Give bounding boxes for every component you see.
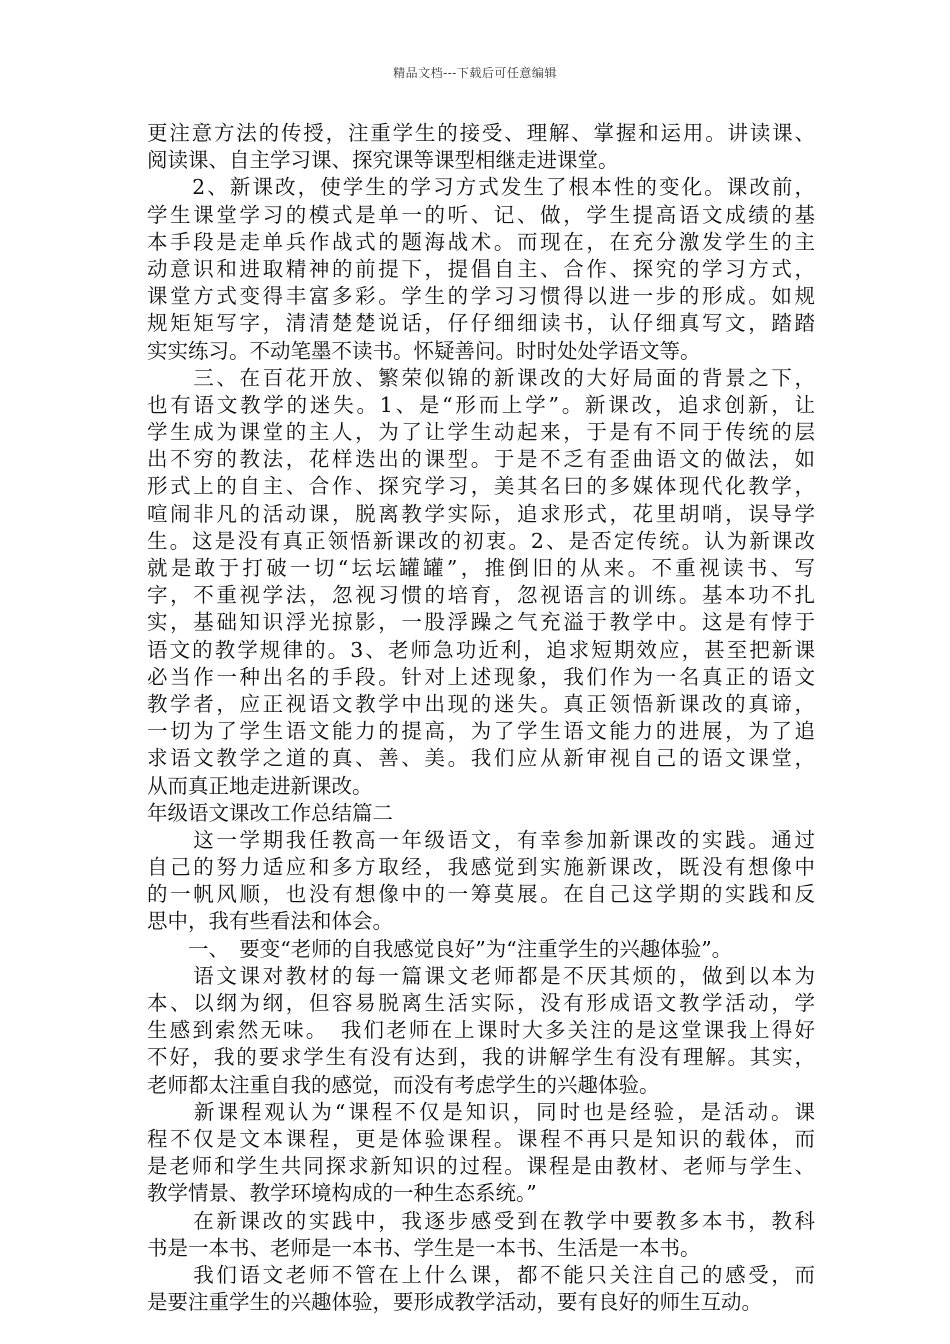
text-line: 课堂方式变得丰富多彩。学生的学习习惯得以进一步的形成。如规 — [147, 284, 815, 309]
text-line: 年级语文课改工作总结篇二 — [147, 800, 393, 825]
text-line: 书是一本书、老师是一本书、学生是一本书、生活是一本书。 — [147, 1235, 701, 1260]
text-line: 本手段是走单兵作战式的题海战术。而现在，在充分激发学生的主 — [147, 229, 815, 254]
text-line: 这一学期我任教高一年级语文，有幸参加新课改的实践。通过 — [147, 827, 815, 852]
text-line: 规矩矩写字，清清楚楚说话，仔仔细细读书，认仔细真写文，踏踏 — [147, 311, 815, 336]
text-line: 更注意方法的传授，注重学生的接受、理解、掌握和运用。讲读课、 — [147, 121, 815, 145]
text-line: 实实练习。不动笔墨不读书。怀疑善问。时时处处学语文等。 — [147, 338, 701, 363]
text-line: 我们语文老师不管在上什么课，都不能只关注自己的感受，而 — [147, 1262, 815, 1287]
text-line: 本、以纲为纲，但容易脱离生活实际，没有形成语文教学活动，学 — [147, 991, 815, 1015]
text-line: 语文课对教材的每一篇课文老师都是不厌其烦的，做到以本为 — [147, 963, 815, 988]
text-line: 学生课堂学习的模式是单一的听、记、做，学生提高语文成绩的基 — [147, 202, 815, 227]
text-line: 学生成为课堂的主人，为了让学生动起来，于是有不同于传统的层 — [147, 420, 815, 445]
text-line: 2、新课改，使学生的学习方式发生了根本性的变化。课改前， — [147, 175, 815, 200]
text-line: 教学情景、教学环境构成的一种生态系统。” — [147, 1181, 537, 1206]
text-line: 实，基础知识浮光掠影，一股浮躁之气充溢于教学中。这是有悖于 — [147, 610, 815, 635]
text-line: 一、 要变“老师的自我感觉良好”为“注重学生的兴趣体验”。 — [147, 936, 733, 961]
text-line: 生。这是没有真正领悟新课改的初衷。2、是否定传统。认为新课改 — [147, 528, 815, 553]
text-line: 喧闹非凡的活动课，脱离教学实际，追求形式，花里胡哨，误导学 — [147, 501, 815, 526]
text-line: 从而真正地走进新课改。 — [147, 773, 373, 798]
text-line: 求语文教学之道的真、善、美。我们应从新审视自己的语文课堂， — [147, 746, 815, 771]
text-line: 字，不重视学法，忽视习惯的培育，忽视语言的训练。基本功不扎 — [147, 583, 815, 608]
text-line: 教学者，应正视语文教学中出现的迷失。真正领悟新课改的真谛， — [147, 691, 815, 716]
text-line: 出不穷的教法，花样迭出的课型。于是不乏有歪曲语文的做法，如 — [147, 447, 815, 472]
text-line: 思中，我有些看法和体会。 — [147, 909, 393, 934]
text-line: 动意识和进取精神的前提下，提倡自主、合作、探究的学习方式， — [147, 256, 815, 281]
text-line: 在新课改的实践中，我逐步感受到在教学中要教多本书，教科 — [147, 1208, 815, 1233]
text-line: 必当作一种出名的手段。针对上述现象，我们作为一名真正的语文 — [147, 664, 815, 689]
text-line: 就是敢于打破一切“坛坛罐罐”，推倒旧的从来。不重视读书、写 — [147, 556, 815, 580]
text-line: 是老师和学生共同探求新知识的过程。课程是由教材、老师与学生、 — [147, 1154, 815, 1179]
text-line: 生感到索然无味。 我们老师在上课时大多关注的是这堂课我上得好 — [147, 1018, 815, 1043]
text-line: 语文的教学规律的。3、老师急功近利，追求短期效应，甚至把新课 — [147, 637, 815, 662]
text-line: 也有语文教学的迷失。1、是“形而上学”。新课改，追求创新，让 — [147, 392, 815, 417]
text-line: 不好，我的要求学生有没有达到，我的讲解学生有没有理解。其实， — [147, 1045, 815, 1070]
text-line: 形式上的自主、合作、探究学习，美其名曰的多媒体现代化教学， — [147, 474, 815, 499]
text-line: 自己的努力适应和多方取经，我感觉到实施新课改，既没有想像中 — [147, 855, 815, 880]
text-line: 新课程观认为“课程不仅是知识，同时也是经验，是活动。课 — [147, 1099, 815, 1124]
text-line: 一切为了学生语文能力的提高，为了学生语文能力的进展，为了追 — [147, 719, 815, 744]
text-line: 三、在百花开放、繁荣似锦的新课改的大好局面的背景之下， — [147, 365, 815, 390]
text-line: 的一帆风顺，也没有想像中的一筹莫展。在自己这学期的实践和反 — [147, 882, 815, 907]
text-line: 是要注重学生的兴趣体验，要形成教学活动，要有良好的师生互动。 — [147, 1290, 762, 1315]
page-header: 精品文档---下载后可任意编辑 — [393, 66, 557, 80]
text-line: 老师都太注重自我的感觉，而没有考虑学生的兴趣体验。 — [147, 1072, 660, 1097]
text-line: 程不仅是文本课程，更是体验课程。课程不再只是知识的载体，而 — [147, 1126, 815, 1151]
document-body — [147, 120, 815, 1316]
text-line: 阅读课、自主学习课、探究课等课型相继走进课堂。 — [147, 148, 619, 173]
